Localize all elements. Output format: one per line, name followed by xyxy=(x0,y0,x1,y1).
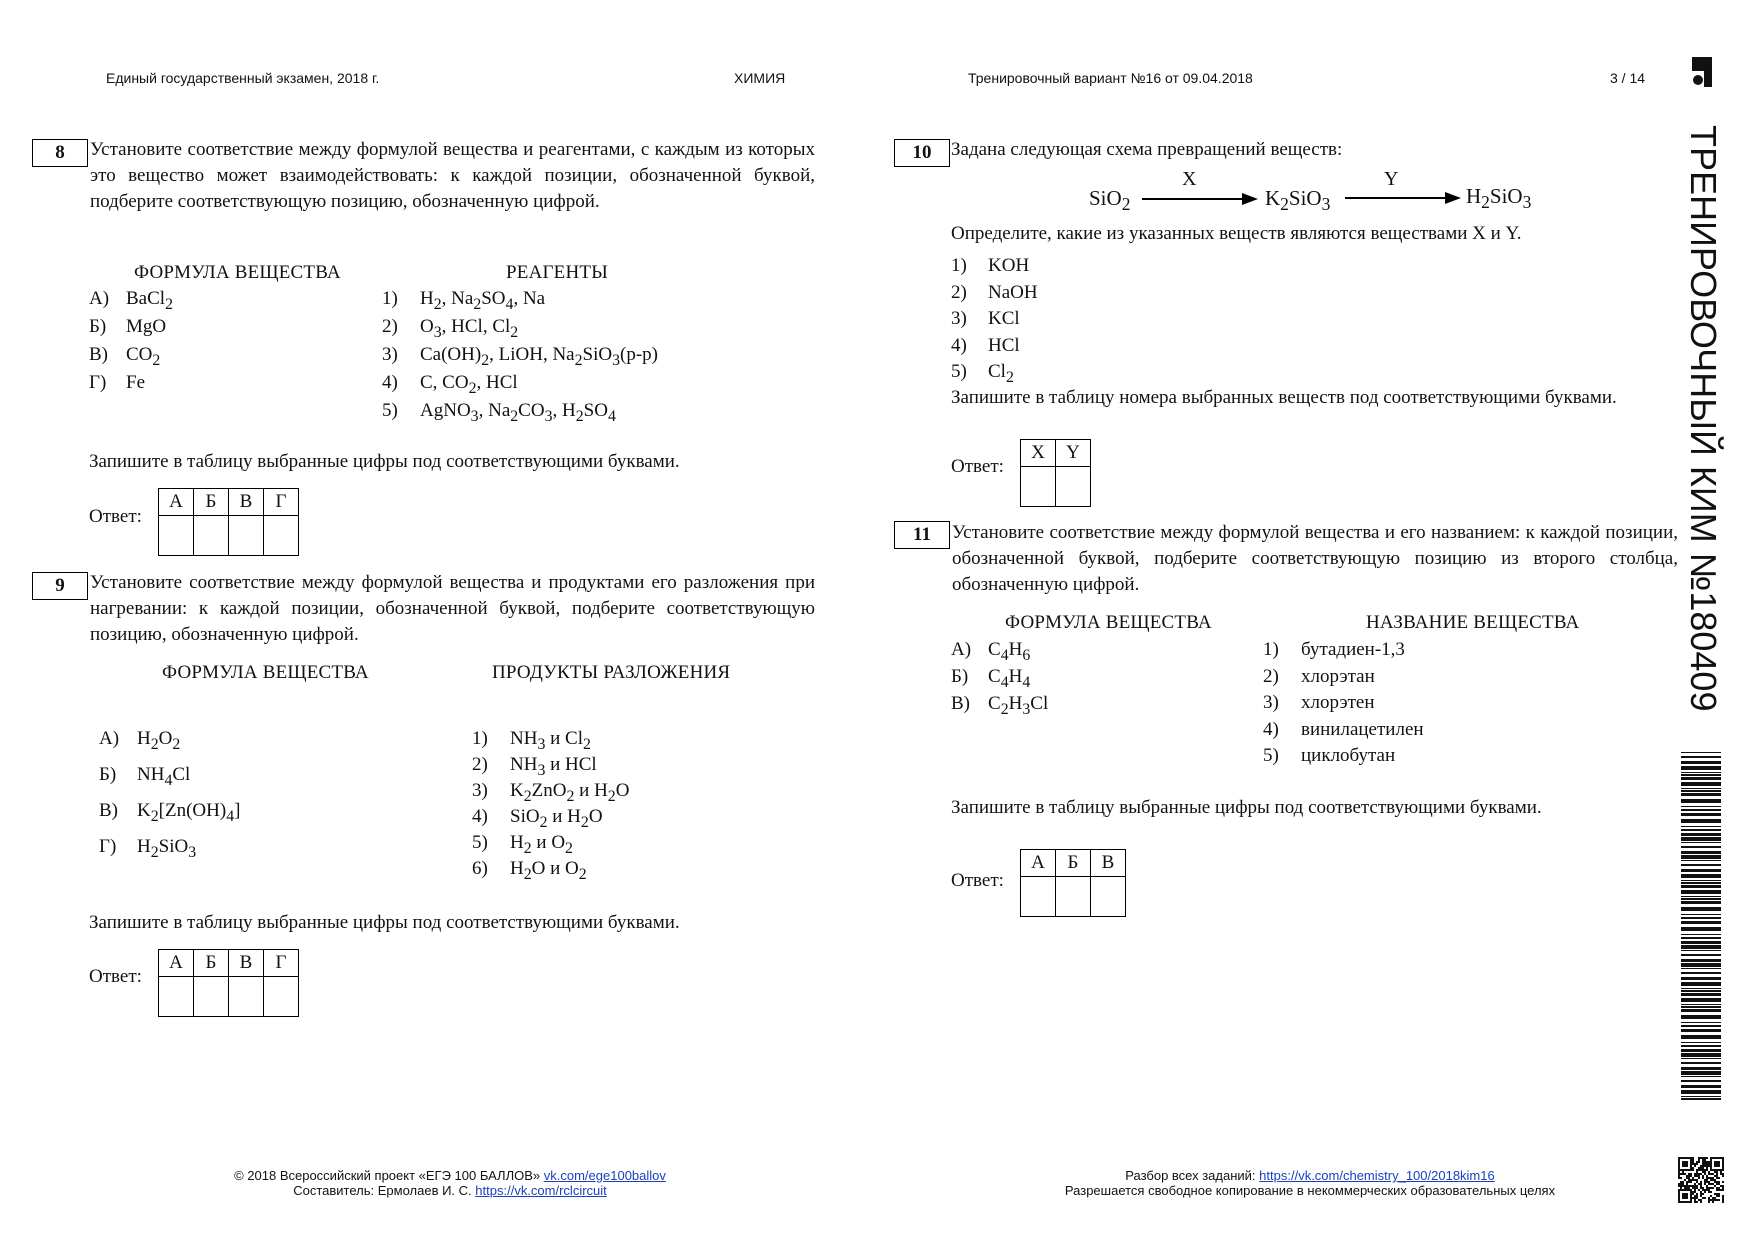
item-formula: $O_3$, HCl, $Cl_2$ xyxy=(420,316,519,341)
item-label: 2) xyxy=(382,316,398,337)
answer-cell[interactable] xyxy=(159,977,194,1017)
item-label: Б) xyxy=(99,764,117,785)
list-item xyxy=(99,726,180,752)
q11-answer-label: Ответ: xyxy=(951,870,1004,891)
list-item xyxy=(89,370,145,396)
qr-code-icon xyxy=(1678,1157,1724,1203)
arrow-right-icon xyxy=(1242,193,1258,205)
scheme-arrow2 xyxy=(1345,197,1445,199)
answer-cell[interactable] xyxy=(264,516,299,556)
item-formula: Fe xyxy=(126,372,145,393)
item-formula: BaCl$_2$ xyxy=(126,288,173,313)
item-formula: винилацетилен xyxy=(1301,718,1424,740)
question-11-text: Установите соответствие между формулой вещества и его названием: к каждой позиции, обозначенной буквой, подберите соответствующую позицию из второго столбца, обозначенную цифрой. xyxy=(952,522,1678,595)
item-label: Г) xyxy=(99,836,117,857)
item-label: Г) xyxy=(89,372,107,393)
item-label: 2) xyxy=(1263,665,1279,687)
footer-author-link[interactable]: https://vk.com/rclcircuit xyxy=(475,1183,607,1198)
q8-answer-label: Ответ: xyxy=(89,506,142,527)
item-label: 5) xyxy=(951,361,967,382)
item-label: 4) xyxy=(382,372,398,393)
list-item xyxy=(382,314,518,340)
logo-icon xyxy=(1688,55,1716,89)
question-number-9: 9 xyxy=(32,572,88,600)
item-formula: $NH_3$ и $Cl_2$ xyxy=(510,728,591,753)
q9-answer-label: Ответ: xyxy=(89,966,142,987)
item-label: 3) xyxy=(472,780,488,801)
item-formula: $C_4H_4$ xyxy=(988,666,1031,691)
list-item xyxy=(951,359,1014,385)
q9-answer-table xyxy=(158,949,299,1017)
list-item xyxy=(472,804,603,830)
item-label: 4) xyxy=(951,334,967,356)
list-item xyxy=(382,286,545,312)
header-page: 3 / 14 xyxy=(1610,70,1646,86)
answer-cell[interactable] xyxy=(264,977,299,1017)
q10-answer-label: Ответ: xyxy=(951,456,1004,477)
scheme-arrow2-label: Y xyxy=(1384,168,1399,190)
item-formula: $H_2$, $Na_2SO_4$, Na xyxy=(420,288,546,313)
item-formula: AgNO$_3$, $Na_2CO_3$, $H_2SO_4$ xyxy=(420,400,616,425)
scheme-start: SiO$_2$ xyxy=(1089,186,1131,215)
list-item xyxy=(472,726,591,752)
scheme-arrow1 xyxy=(1142,198,1242,200)
q11-instruction: Запишите в таблицу выбранные цифры под соответствующими буквами. xyxy=(951,797,1542,818)
question-number-11: 11 xyxy=(894,521,950,549)
list-item xyxy=(951,664,1030,690)
item-formula: $H_2O$ и $O_2$ xyxy=(510,858,587,883)
list-item xyxy=(89,342,160,368)
answer-cell[interactable] xyxy=(194,977,229,1017)
item-formula: $C_2H_3Cl$ xyxy=(988,693,1049,718)
answer-letter: А xyxy=(1021,850,1056,877)
vertical-title: ТРЕНИРОВОЧНЫЙ КИМ №180409 xyxy=(1683,125,1724,712)
item-label: 1) xyxy=(951,255,967,276)
item-formula: $H_2SiO_3$ xyxy=(137,836,197,861)
footer-left xyxy=(150,1168,750,1198)
footer-review-link[interactable]: https://vk.com/chemistry_100/2018kim16 xyxy=(1259,1168,1495,1183)
q9-instruction: Запишите в таблицу выбранные цифры под соответствующими буквами. xyxy=(89,912,680,933)
item-label: 3) xyxy=(1263,692,1279,713)
item-label: В) xyxy=(99,800,118,821)
q8-col2-header: РЕАГЕНТЫ xyxy=(506,262,608,283)
item-formula: $C_4H_6$ xyxy=(988,639,1031,664)
barcode-icon xyxy=(1681,752,1721,1100)
answer-cell[interactable] xyxy=(229,516,264,556)
item-label: 2) xyxy=(951,281,967,303)
item-formula: $CO_2$ xyxy=(126,344,161,369)
header-exam: Единый государственный экзамен, 2018 г. xyxy=(106,70,380,86)
answer-letter: Y xyxy=(1056,440,1091,467)
answer-cell[interactable] xyxy=(159,516,194,556)
list-item xyxy=(382,342,658,368)
q8-col1-header: ФОРМУЛА ВЕЩЕСТВА xyxy=(134,262,341,283)
item-label: В) xyxy=(89,344,108,365)
item-formula: HCl xyxy=(988,334,1020,356)
answer-cell[interactable] xyxy=(229,977,264,1017)
item-label: А) xyxy=(951,639,972,660)
answer-letter: В xyxy=(229,950,264,977)
q8-instruction: Запишите в таблицу выбранные цифры под соответствующими буквами. xyxy=(89,451,680,472)
item-label: В) xyxy=(951,693,970,714)
answer-letter: X xyxy=(1021,440,1056,467)
item-formula: $Ca(OH)_2$, LiOH, $Na_2SiO_3(р-р)$ xyxy=(420,344,659,369)
item-label: 4) xyxy=(472,806,488,827)
item-formula: NaOH xyxy=(988,281,1038,303)
item-label: 1) xyxy=(1263,639,1279,660)
answer-letter: А xyxy=(159,950,194,977)
item-formula: MgO xyxy=(126,316,167,337)
list-item xyxy=(382,370,518,396)
answer-letter: Г xyxy=(264,489,299,516)
item-formula: циклобутан xyxy=(1301,745,1396,766)
list-item xyxy=(1263,637,1405,663)
footer-right xyxy=(1000,1168,1620,1198)
list-item xyxy=(472,856,587,882)
answer-cell[interactable] xyxy=(1056,467,1091,507)
answer-cell[interactable] xyxy=(1021,467,1056,507)
item-formula: $NH_4Cl$ xyxy=(137,764,191,789)
item-formula: $Cl_2$ xyxy=(988,361,1014,386)
list-item xyxy=(99,762,190,788)
q10-answer-table xyxy=(1020,439,1091,507)
q11-answer-table xyxy=(1020,849,1126,917)
answer-cell[interactable] xyxy=(194,516,229,556)
footer-review-label: Разбор всех заданий: xyxy=(1125,1168,1256,1183)
item-formula: $NH_3$ и HCl xyxy=(510,754,597,779)
question-8-text: Установите соответствие между формулой вещества и реагентами, с каждым из которых это вещество может взаимодействовать: к каждой позиции, обозначенной буквой, подберите соответствующую позицию, обозначенную цифрой. xyxy=(90,139,815,212)
footer-author: Составитель: Ермолаев И. С. xyxy=(293,1183,472,1198)
list-item xyxy=(472,778,629,804)
item-label: 1) xyxy=(472,728,488,749)
item-label: А) xyxy=(89,288,110,309)
list-item xyxy=(89,286,173,312)
answer-cell[interactable] xyxy=(1091,877,1126,917)
answer-cell[interactable] xyxy=(1056,877,1091,917)
item-label: 6) xyxy=(472,858,488,879)
answer-letter: Б xyxy=(194,950,229,977)
answer-letter: А xyxy=(159,489,194,516)
answer-letter: В xyxy=(1091,850,1126,877)
list-item xyxy=(951,306,1020,332)
list-item xyxy=(1263,717,1424,743)
item-label: Б) xyxy=(951,666,969,687)
list-item xyxy=(472,830,573,856)
item-label: 3) xyxy=(951,308,967,329)
question-number-8: 8 xyxy=(32,139,88,167)
item-label: 3) xyxy=(382,344,398,365)
item-label: 5) xyxy=(1263,745,1279,766)
question-10-question: Определите, какие из указанных веществ являются веществами X и Y. xyxy=(951,223,1522,244)
item-formula: $K_2ZnO_2$ и $H_2O$ xyxy=(510,780,630,805)
item-formula: $H_2$ и $O_2$ xyxy=(510,832,573,857)
list-item xyxy=(1263,664,1375,690)
item-formula: C, $CO_2$, HCl xyxy=(420,372,518,397)
footer-vk-link[interactable]: vk.com/ege100ballov xyxy=(543,1168,666,1183)
arrow-right-icon xyxy=(1445,192,1461,204)
item-label: 2) xyxy=(472,754,488,775)
header-subject: ХИМИЯ xyxy=(734,70,786,86)
header-variant: Тренировочный вариант №16 от 09.04.2018 xyxy=(968,70,1253,86)
list-item xyxy=(951,333,1020,359)
list-item xyxy=(1263,743,1395,769)
item-label: 5) xyxy=(472,832,488,853)
list-item xyxy=(89,314,166,340)
question-10-text: Задана следующая схема превращений веществ: xyxy=(951,139,1343,160)
item-formula: хлорэтен xyxy=(1301,692,1375,713)
q10-instruction: Запишите в таблицу номера выбранных веществ под соответствующими буквами. xyxy=(951,387,1617,408)
answer-letter: В xyxy=(229,489,264,516)
q11-col2-header: НАЗВАНИЕ ВЕЩЕСТВА xyxy=(1366,612,1580,633)
item-formula: SiO$_2$ и $H_2O$ xyxy=(510,806,603,831)
answer-letter: Б xyxy=(1056,850,1091,877)
list-item xyxy=(99,798,240,824)
answer-letter: Б xyxy=(194,489,229,516)
list-item xyxy=(951,691,1048,717)
item-label: Б) xyxy=(89,316,107,337)
item-formula: KOH xyxy=(988,255,1030,276)
item-formula: $H_2O_2$ xyxy=(137,728,181,753)
question-number-10: 10 xyxy=(894,139,950,167)
item-formula: бутадиен-1,3 xyxy=(1301,639,1405,660)
item-label: А) xyxy=(99,728,120,749)
list-item xyxy=(99,834,196,860)
q9-col1-header: ФОРМУЛА ВЕЩЕСТВА xyxy=(162,662,369,683)
item-label: 5) xyxy=(382,400,398,421)
q9-col2-header: ПРОДУКТЫ РАЗЛОЖЕНИЯ xyxy=(492,662,731,683)
item-formula: $K_2[Zn(OH)_4]$ xyxy=(137,800,241,825)
list-item xyxy=(951,637,1030,663)
item-formula: KCl xyxy=(988,308,1020,329)
list-item xyxy=(951,253,1029,279)
list-item xyxy=(472,752,597,778)
q11-col1-header: ФОРМУЛА ВЕЩЕСТВА xyxy=(1005,612,1212,633)
answer-letter: Г xyxy=(264,950,299,977)
list-item xyxy=(1263,690,1375,716)
scheme-arrow1-label: X xyxy=(1182,168,1197,190)
item-label: 1) xyxy=(382,288,398,309)
question-9-text: Установите соответствие между формулой вещества и продуктами его разложения при нагревании: к каждой позиции, обозначенной буквой, подберите соответствующую позицию, обозначенную цифрой. xyxy=(90,572,815,645)
item-formula: хлорэтан xyxy=(1301,665,1375,687)
footer-copy-note: Разрешается свободное копирование в некоммерческих образовательных целях xyxy=(1064,1183,1556,1198)
scheme-end: $H_2SiO_3$ xyxy=(1466,184,1532,213)
answer-cell[interactable] xyxy=(1021,877,1056,917)
footer-copyright: © 2018 Всероссийский проект «ЕГЭ 100 БАЛЛОВ» xyxy=(234,1168,541,1183)
scheme-middle: $K_2SiO_3$ xyxy=(1265,186,1331,215)
list-item xyxy=(382,398,616,424)
list-item xyxy=(951,280,1038,306)
item-label: 4) xyxy=(1263,718,1279,740)
q8-answer-table xyxy=(158,488,299,556)
